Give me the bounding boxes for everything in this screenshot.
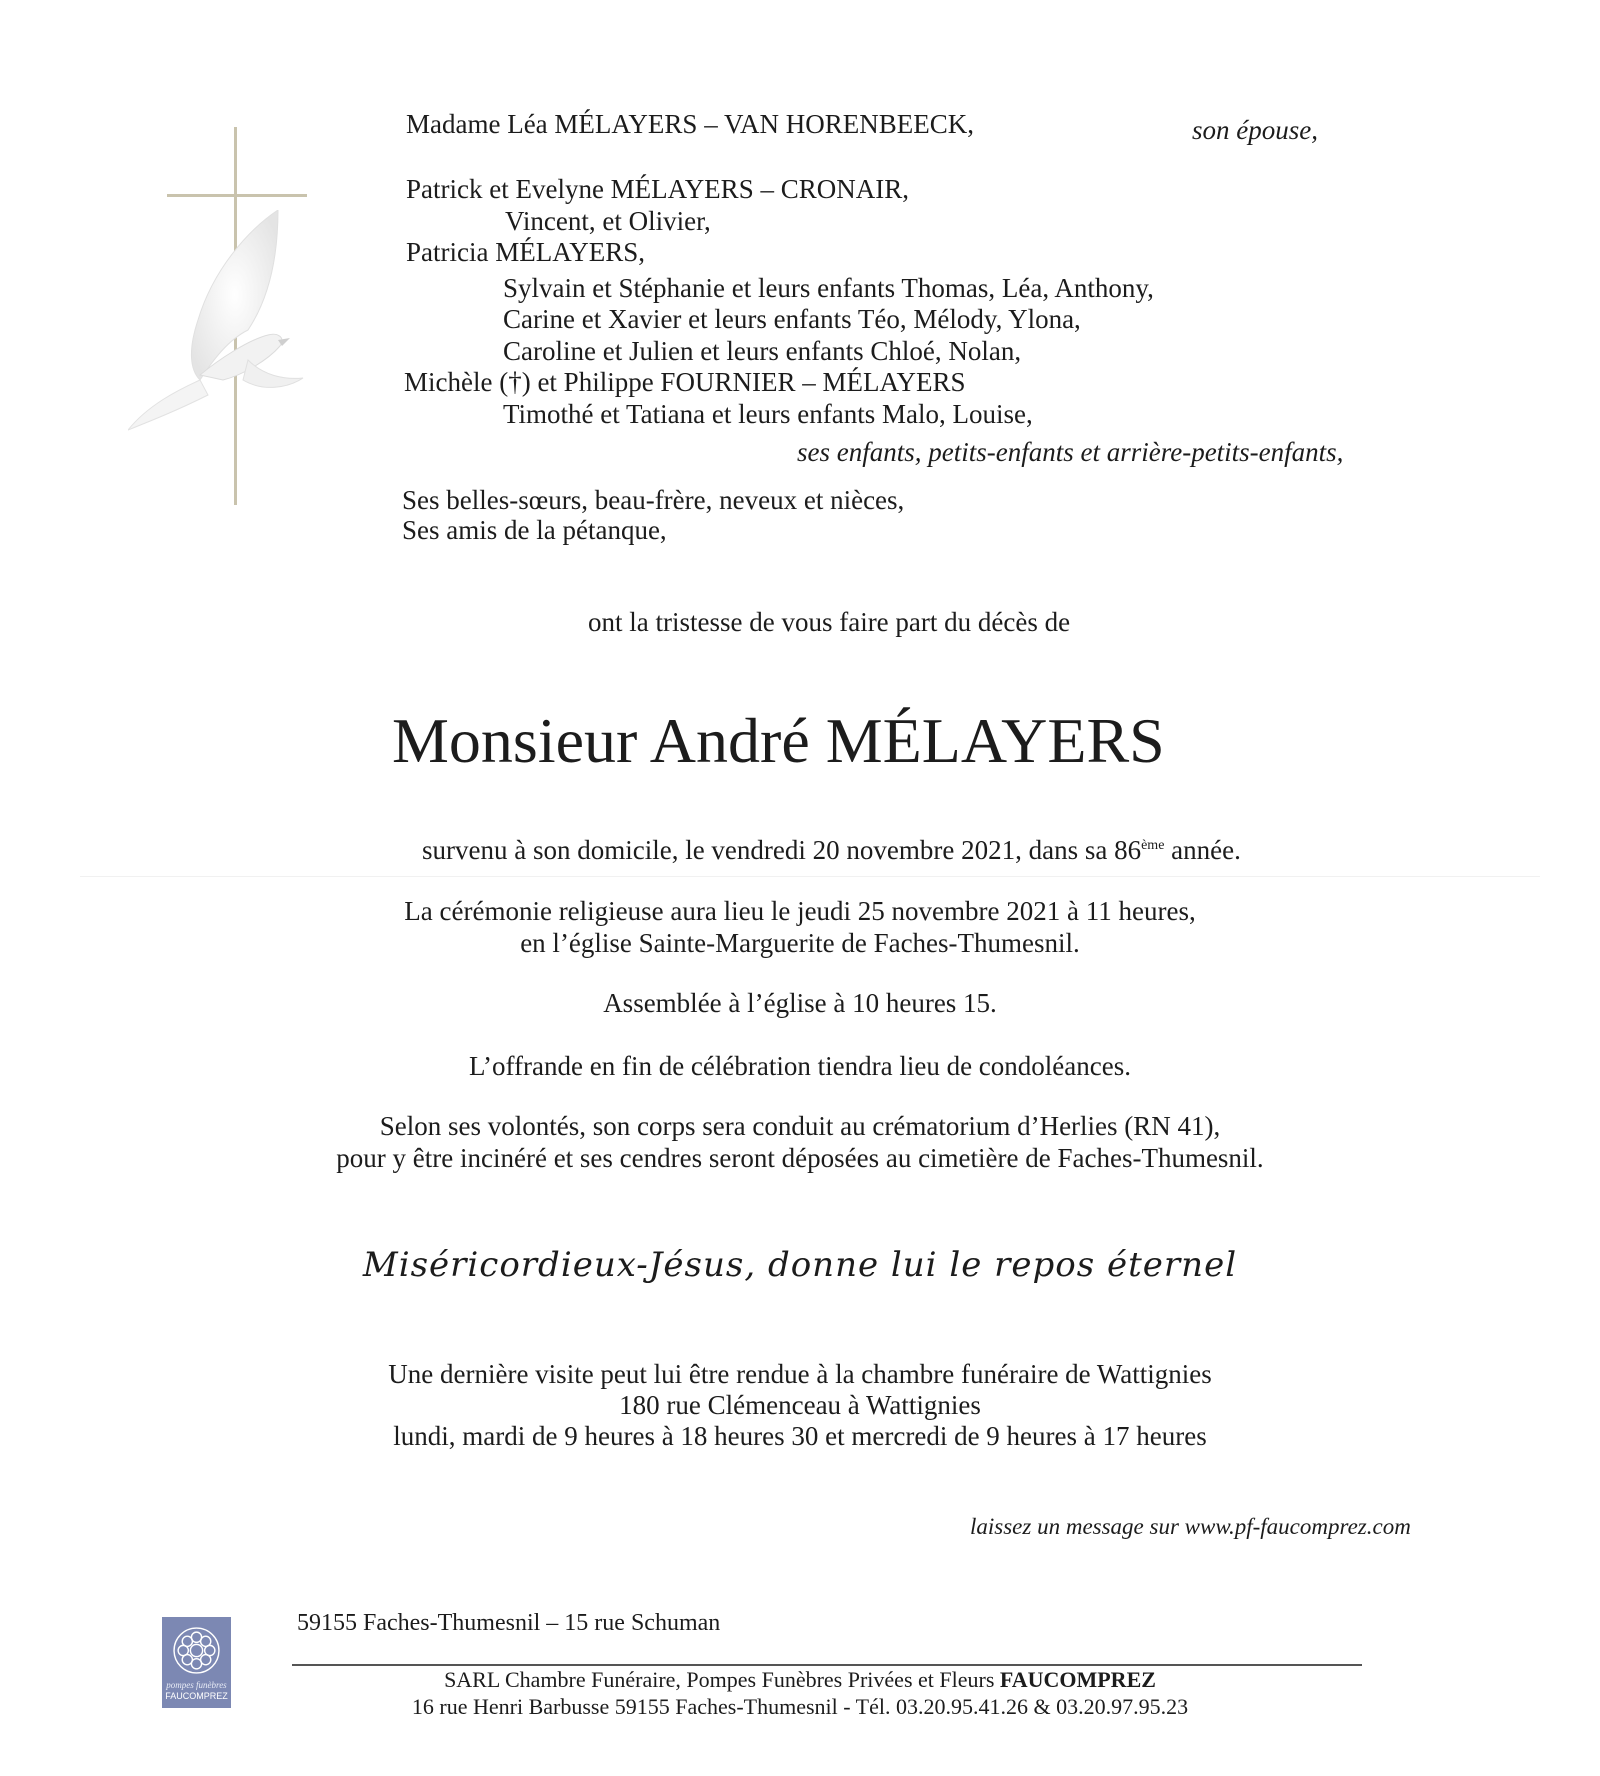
child-line: Michèle (†) et Philippe FOURNIER – MÉLAYERS	[404, 367, 966, 397]
dove-icon	[128, 210, 328, 440]
footer-company	[0, 1666, 1600, 1694]
logo-subtitle: pompes funèbres	[166, 1680, 227, 1690]
children-role: ses enfants, petits-enfants et arrière-petits-enfants,	[797, 437, 1344, 467]
visit-line-1: Une dernière visite peut lui être rendue à la chambre funéraire de Wattignies	[388, 1359, 1212, 1389]
offering-line: L’offrande en fin de célébration tiendra lieu de condoléances.	[469, 1051, 1131, 1081]
death-notice	[422, 834, 1241, 866]
message-note: laissez un message sur www.pf-faucomprez.com	[970, 1514, 1411, 1539]
grandchild-line: Carine et Xavier et leurs enfants Téo, Mélody, Ylona,	[503, 304, 1081, 334]
announcement: ont la tristesse de vous faire part du décès de	[588, 607, 1071, 637]
visit-line-3: lundi, mardi de 9 heures à 18 heures 30 et mercredi de 9 heures à 17 heures	[393, 1421, 1207, 1451]
grandchild-line: Sylvain et Stéphanie et leurs enfants Thomas, Léa, Anthony,	[503, 273, 1154, 303]
company-description: SARL Chambre Funéraire, Pompes Funèbres Privées et Fleurs	[444, 1667, 1000, 1692]
grandchild-line: Timothé et Tatiana et leurs enfants Malo, Louise,	[503, 399, 1033, 429]
death-text: survenu à son domicile, le vendredi 20 novembre 2021, dans sa 86	[422, 835, 1142, 865]
grandchild-line: Vincent, et Olivier,	[505, 206, 711, 236]
others-line: Ses amis de la pétanque,	[402, 515, 667, 545]
others-line: Ses belles-sœurs, beau-frère, neveux et nièces,	[402, 485, 905, 515]
scan-line	[80, 876, 1540, 877]
ceremony-line-1: La cérémonie religieuse aura lieu le jeudi 25 novembre 2021 à 11 heures,	[404, 896, 1196, 926]
death-superscript: ème	[1141, 838, 1165, 853]
death-text-after: année.	[1164, 835, 1241, 865]
grandchild-line: Caroline et Julien et leurs enfants Chloé, Nolan,	[503, 336, 1022, 366]
footer-address: 59155 Faches-Thumesnil – 15 rue Schuman	[297, 1610, 721, 1636]
assembly-line: Assemblée à l’église à 10 heures 15.	[603, 988, 997, 1018]
deceased-name: Monsieur André MÉLAYERS	[392, 705, 1165, 776]
wishes-line-2: pour y être incinéré et ses cendres seront déposées au cimetière de Faches-Thumesnil.	[336, 1143, 1264, 1173]
child-line: Patrick et Evelyne MÉLAYERS – CRONAIR,	[406, 174, 909, 204]
spouse-role: son épouse,	[1192, 115, 1318, 145]
prayer: Miséricordieux-Jésus, donne lui le repos éternel	[362, 1245, 1238, 1285]
visit-line-2: 180 rue Clémenceau à Wattignies	[619, 1390, 981, 1420]
logo-name: FAUCOMPREZ	[165, 1691, 228, 1701]
child-line: Patricia MÉLAYERS,	[406, 237, 645, 267]
wishes-line-1: Selon ses volontés, son corps sera conduit au crématorium d’Herlies (RN 41),	[379, 1111, 1221, 1141]
spouse-line: Madame Léa MÉLAYERS – VAN HORENBEECK,	[406, 109, 974, 139]
cross-icon-horizontal	[167, 194, 307, 197]
company-name: FAUCOMPREZ	[999, 1667, 1156, 1692]
ceremony-line-2: en l’église Sainte-Marguerite de Faches-Thumesnil.	[520, 928, 1080, 958]
footer-contact: 16 rue Henri Barbusse 59155 Faches-Thumesnil - Tél. 03.20.95.41.26 & 03.20.97.95.23	[411, 1694, 1189, 1719]
